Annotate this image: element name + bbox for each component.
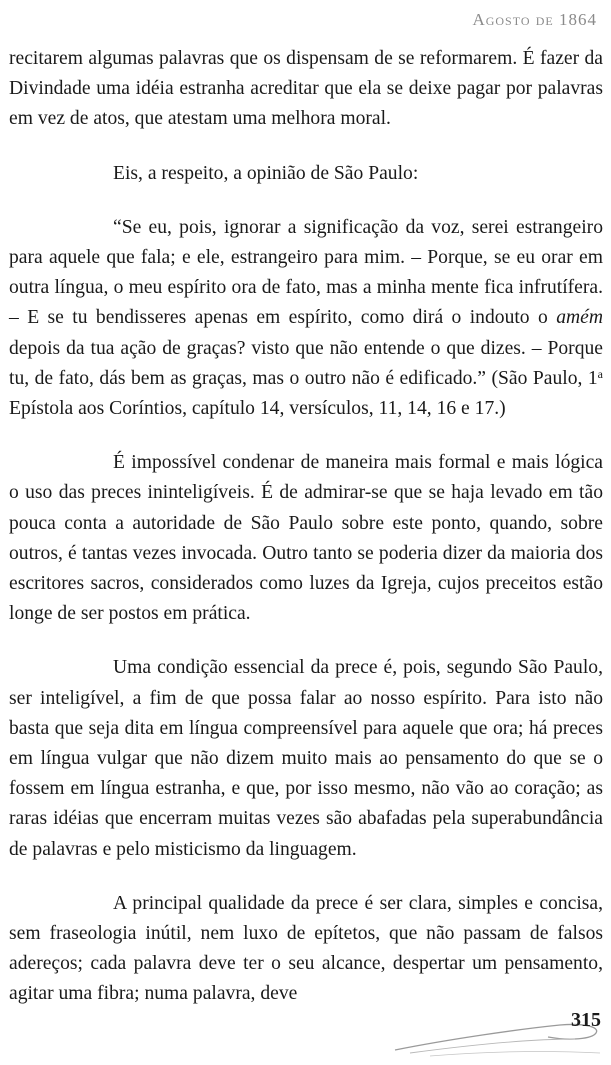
paragraph-intro-quote: Eis, a respeito, a opinião de São Paulo: <box>113 162 419 184</box>
ordinal-superscript: a <box>597 366 603 381</box>
quotation-text-part-3: Epístola aos Coríntios, capítulo 14, versículos, 11, 14, 16 e 17.) <box>9 398 506 420</box>
page-body <box>9 44 603 1034</box>
paragraph-condemnation: É impossível condenar de maneira mais formal e mais lógica o uso das preces ininteligíveis. É de admirar-se que se haja levado em tão pouca conta a autoridade de São Paulo sobre este ponto, quando, sobre outros, é tantas vezes invocada. Outro tanto se poderia dizer da maioria dos escritores sacros, considerados como luzes da Igreja, cujos preceitos estão longe de ser postos em prática. <box>9 452 603 625</box>
paragraph-continuation: recitarem algumas palavras que os dispensam de se reformarem. É fazer da Divindade uma idéia estranha acreditar que ela se deixe pagar por palavras em vez de atos, que atestam uma melhora moral. <box>9 48 603 130</box>
paragraph-condition: Uma condição essencial da prece é, pois, segundo São Paulo, ser inteligível, a fim de que possa falar ao nosso espírito. Para isto não basta que seja dita em língua compreensível para aquele que ora; há preces em língua vulgar que não dizem muito mais ao pensamento do que se o fossem em língua estranha, e que, por isso mesmo, não vão ao coração; as raras idéias que encerram muitas vezes são abafadas pela superabundância de palavras e pelo misticismo da linguagem. <box>9 657 603 860</box>
swirl-ornament-icon <box>0 995 611 1065</box>
quotation-emphasis: amém <box>556 307 603 329</box>
quotation-text-part-2: depois da tua ação de graças? visto que não entende o que dizes. – Porque tu, de fato, dás bem as graças, mas o outro não é edificado.” (São Paulo, 1 <box>9 337 603 389</box>
page-number: 315 <box>571 1009 601 1031</box>
paragraph-quality: A principal qualidade da prece é ser clara, simples e concisa, sem fraseologia inútil, nem luxo de epítetos, que não passam de falsos adereços; cada palavra deve ter o seu alcance, despertar um pensamento, agitar uma fibra; numa palavra, deve <box>9 892 603 1005</box>
running-head-title: Agosto de 1864 <box>472 10 597 29</box>
quotation-text-part-1: “Se eu, pois, ignorar a significação da voz, serei estrangeiro para aquele que fala; e ele, estrangeiro para mim. – Porque, se eu orar em outra língua, o meu espírito ora de fato, mas a minha mente fica infrutífera. – E se tu bendisseres apenas em espírito, como dirá o indouto o <box>9 216 603 329</box>
paragraph-quotation <box>9 213 603 424</box>
